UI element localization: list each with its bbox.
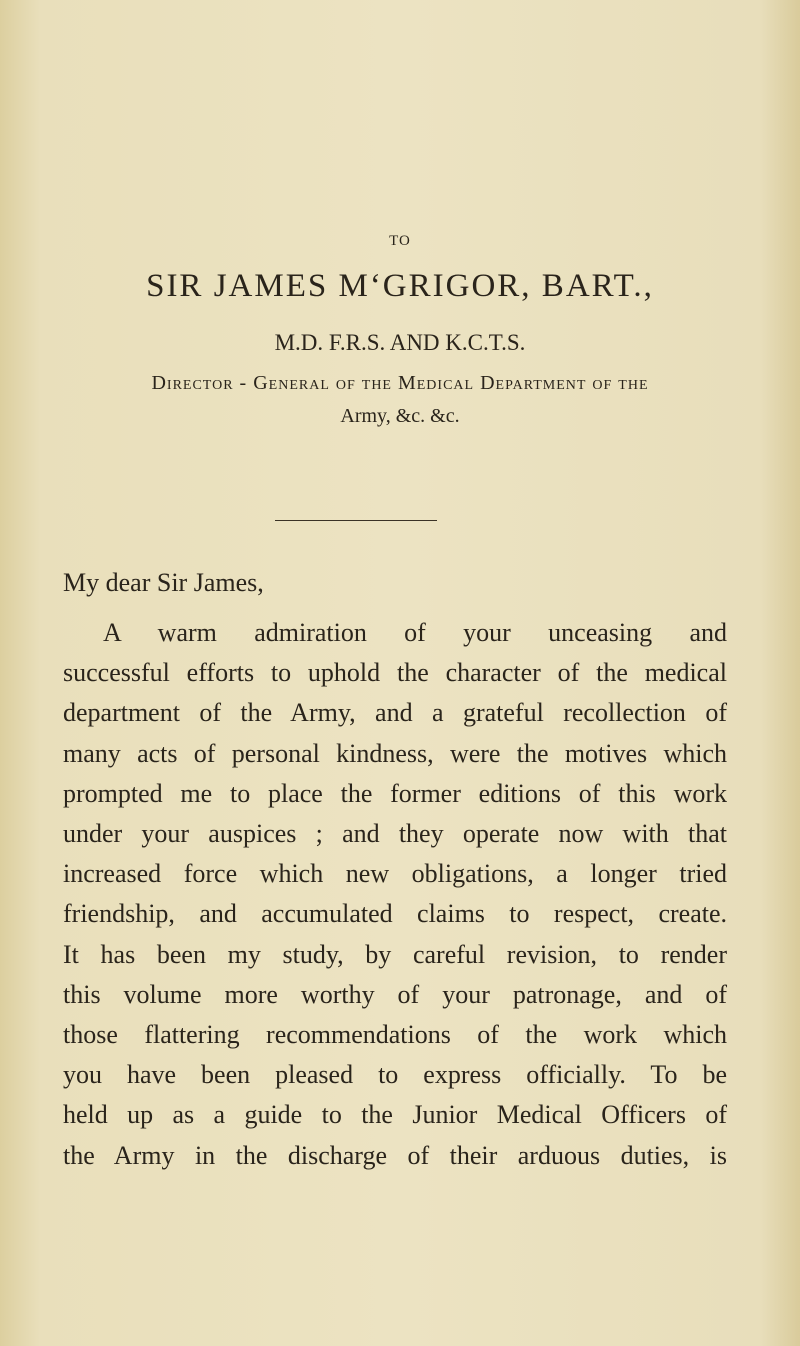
recipient-name: SIR JAMES M‘GRIGOR, BART., [146,268,654,304]
letter-line: A warm admiration of your unceasing and [103,618,727,647]
recipient-qualifications: M.D. F.R.S. AND K.C.T.S. [274,330,526,355]
letter-line: It has been my study, by careful revision, to render [63,940,727,969]
salutation: My dear Sir James, [63,568,264,597]
letter-line: under your auspices ; and they operate now with that [63,819,727,848]
letter-line: those flattering recommendations of the work which [63,1020,727,1049]
letter-line: friendship, and accumulated claims to respect, create. [63,899,727,928]
letter-line: prompted me to place the former editions of this work [63,779,727,808]
letter-line: held up as a guide to the Junior Medical Officers of [63,1100,727,1129]
dedication-to: TO [389,233,411,249]
letter-line: this volume more worthy of your patronage, and of [63,980,727,1009]
recipient-title-line-1: Director - General of the Medical Department of the [151,372,649,394]
letter-line: many acts of personal kindness, were the motives which [63,739,727,768]
recipient-title-line-2: Army, &c. &c. [340,405,460,427]
divider-rule [275,520,437,521]
letter-line: department of the Army, and a grateful recollection of [63,698,727,727]
letter-line: you have been pleased to express officially. To be [63,1060,727,1089]
letter-line: successful efforts to uphold the character of the medical [63,658,727,687]
letter-line: the Army in the discharge of their arduous duties, is [63,1141,727,1170]
letter-line: increased force which new obligations, a longer tried [63,859,727,888]
